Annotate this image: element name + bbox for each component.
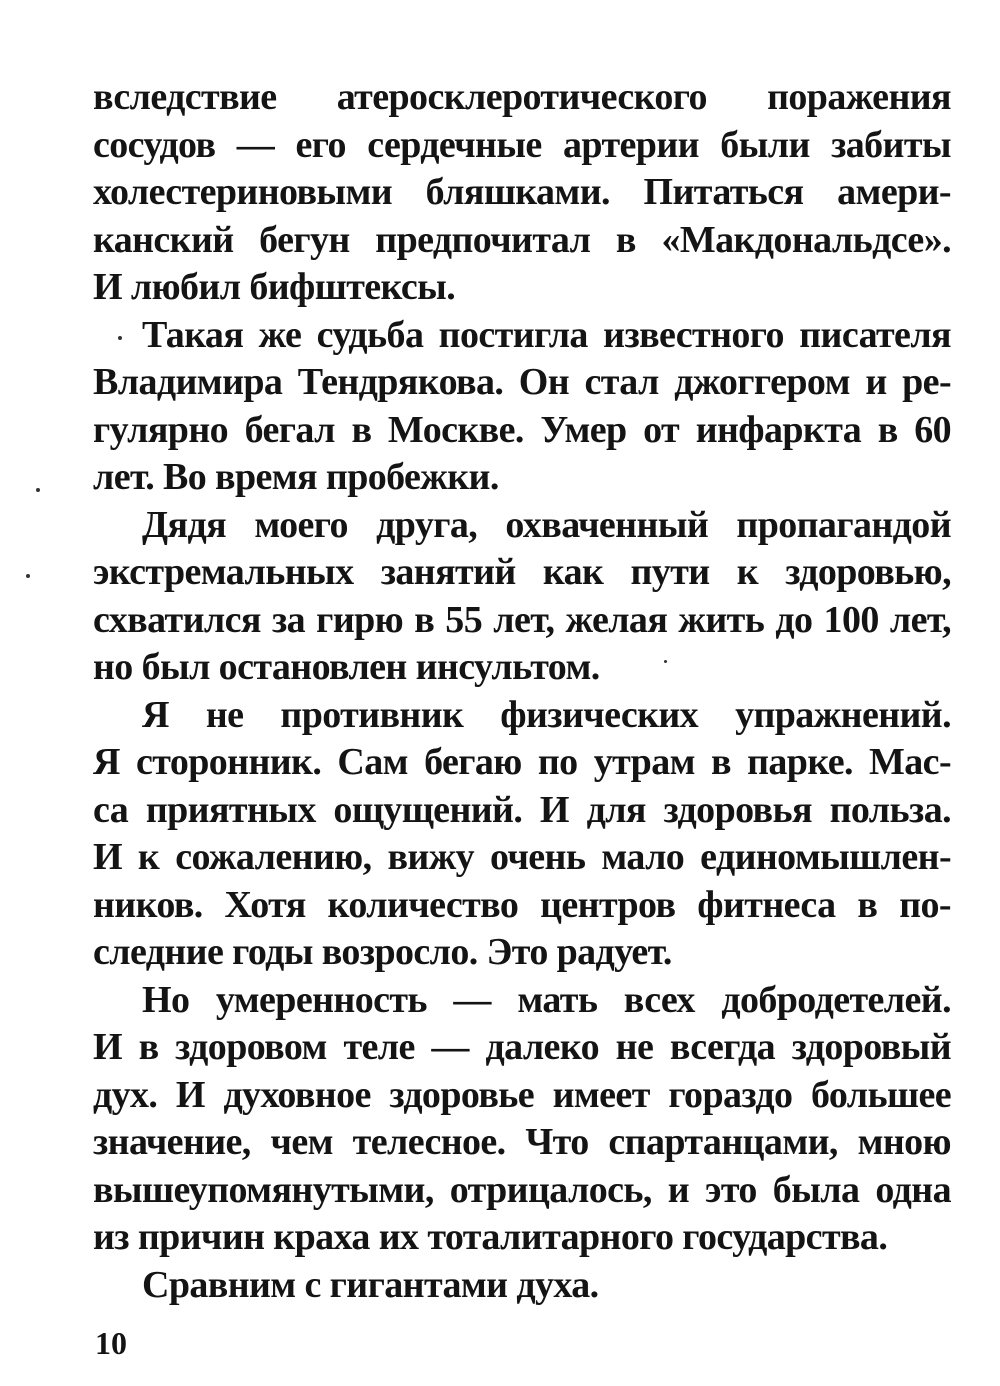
scan-speck: [26, 574, 30, 578]
text-line: сосудов — его сердечные артерии были забиты: [93, 123, 951, 166]
text-line: дух. И духовное здоровье имеет гораздо большее: [93, 1073, 951, 1116]
text-line: Но умеренность — мать всех добродетелей.: [142, 978, 951, 1021]
text-line: вследствие атеросклеротического поражения: [93, 76, 951, 118]
text-line: Владимира Тендрякова. Он стал джоггером и ре-: [93, 361, 951, 403]
text-line: Такая же судьба постигла известного писателя: [142, 313, 951, 356]
text-line: Сравним с гигантами духа.: [142, 1263, 599, 1306]
scan-speck: [664, 660, 667, 663]
page-number: 10: [95, 1325, 127, 1361]
text-line: Я сторонник. Сам бегаю по утрам в парке. Мас-: [93, 741, 951, 783]
text-line: гулярно бегал в Москве. Умер от инфаркта в 60: [93, 408, 951, 451]
body-text: [93, 74, 951, 1309]
paragraph: [93, 692, 951, 977]
scan-speck: [118, 336, 122, 340]
text-line: значение, чем телесное. Что спартанцами, мною: [93, 1121, 951, 1163]
text-line: И к сожалению, вижу очень мало единомышлен-: [93, 836, 951, 878]
text-line: но был остановлен инсультом.: [93, 646, 600, 688]
paragraph: [93, 1262, 951, 1310]
text-line: экстремальных занятий как пути к здоровью,: [93, 551, 951, 593]
text-line: Дядя моего друга, охваченный пропагандой: [142, 503, 951, 546]
paragraph: [93, 502, 951, 692]
text-line: ников. Хотя количество центров фитнеса в по-: [93, 883, 951, 926]
text-line: холестериновыми бляшками. Питаться амери-: [93, 171, 951, 213]
text-line: из причин краха их тоталитарного государства.: [93, 1216, 888, 1258]
text-line: Я не противник физических упражнений.: [142, 693, 951, 736]
scan-speck: [36, 488, 40, 492]
text-line: лет. Во время пробежки.: [93, 456, 499, 498]
text-line: са приятных ощущений. И для здоровья польза.: [93, 788, 951, 831]
paragraph: [93, 312, 951, 502]
text-line: вышеупомянутыми, отрицалось, и это была одна: [93, 1168, 951, 1211]
text-line: схватился за гирю в 55 лет, желая жить до 100 лет,: [93, 598, 951, 641]
text-line: канский бегун предпочитал в «Макдональдсе».: [93, 218, 951, 261]
paragraph: [93, 977, 951, 1262]
paragraph: [93, 74, 951, 312]
text-line: следние годы возросло. Это радует.: [93, 931, 672, 973]
text-line: И любил бифштексы.: [93, 266, 456, 308]
text-line: И в здоровом теле — далеко не всегда здоровый: [93, 1026, 951, 1068]
